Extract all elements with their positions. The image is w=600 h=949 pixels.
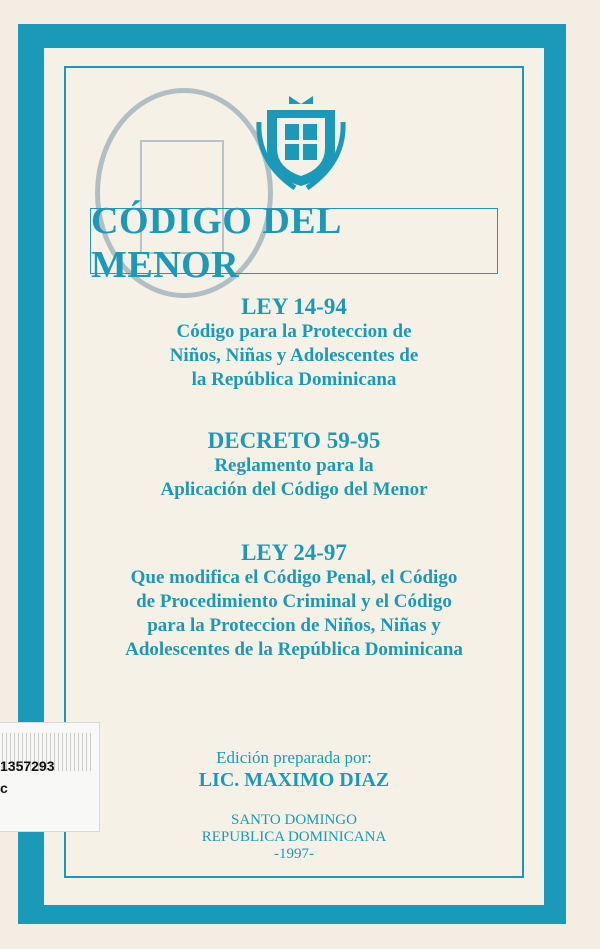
editor-section (64, 748, 524, 792)
decreto-section (64, 428, 524, 502)
title-box (90, 200, 498, 286)
ley-14-94-heading: LEY 14-94 (241, 294, 347, 319)
ley-14-94-line: Niños, Niñas y Adolescentes de (169, 345, 419, 366)
decreto-line: Reglamento para la (214, 455, 374, 476)
ley-24-97-line: de Procedimiento Criminal y el Código (136, 591, 452, 612)
ley-24-97-line: para la Proteccion de Niños, Niñas y (147, 615, 441, 636)
coat-of-arms-icon (255, 92, 347, 190)
barcode-number: 1357293 (0, 758, 55, 774)
editor-label: Edición preparada por: (216, 748, 372, 767)
imprint-city: SANTO DOMINGO (231, 812, 357, 828)
editor-name: LIC. MAXIMO DIAZ (198, 769, 390, 791)
page-title: CÓDIGO DEL MENOR (91, 200, 340, 286)
ley-24-97-line: Adolescentes de la República Dominicana (125, 639, 463, 660)
barcode-letter: c (0, 780, 8, 796)
ley-14-94-section (64, 294, 524, 392)
decreto-heading: DECRETO 59-95 (207, 428, 381, 453)
ley-14-94-line: Código para la Proteccion de (176, 321, 412, 342)
decreto-line: Aplicación del Código del Menor (160, 479, 428, 500)
ley-24-97-section (64, 540, 524, 662)
barcode-sticker (0, 722, 100, 832)
ley-14-94-line: la República Dominicana (191, 369, 397, 390)
imprint-year: -1997- (274, 846, 314, 862)
ley-24-97-heading: LEY 24-97 (241, 540, 347, 565)
imprint-country: REPUBLICA DOMINICANA (201, 829, 387, 845)
ley-24-97-line: Que modifica el Código Penal, el Código (130, 567, 458, 588)
imprint-section (64, 812, 524, 863)
